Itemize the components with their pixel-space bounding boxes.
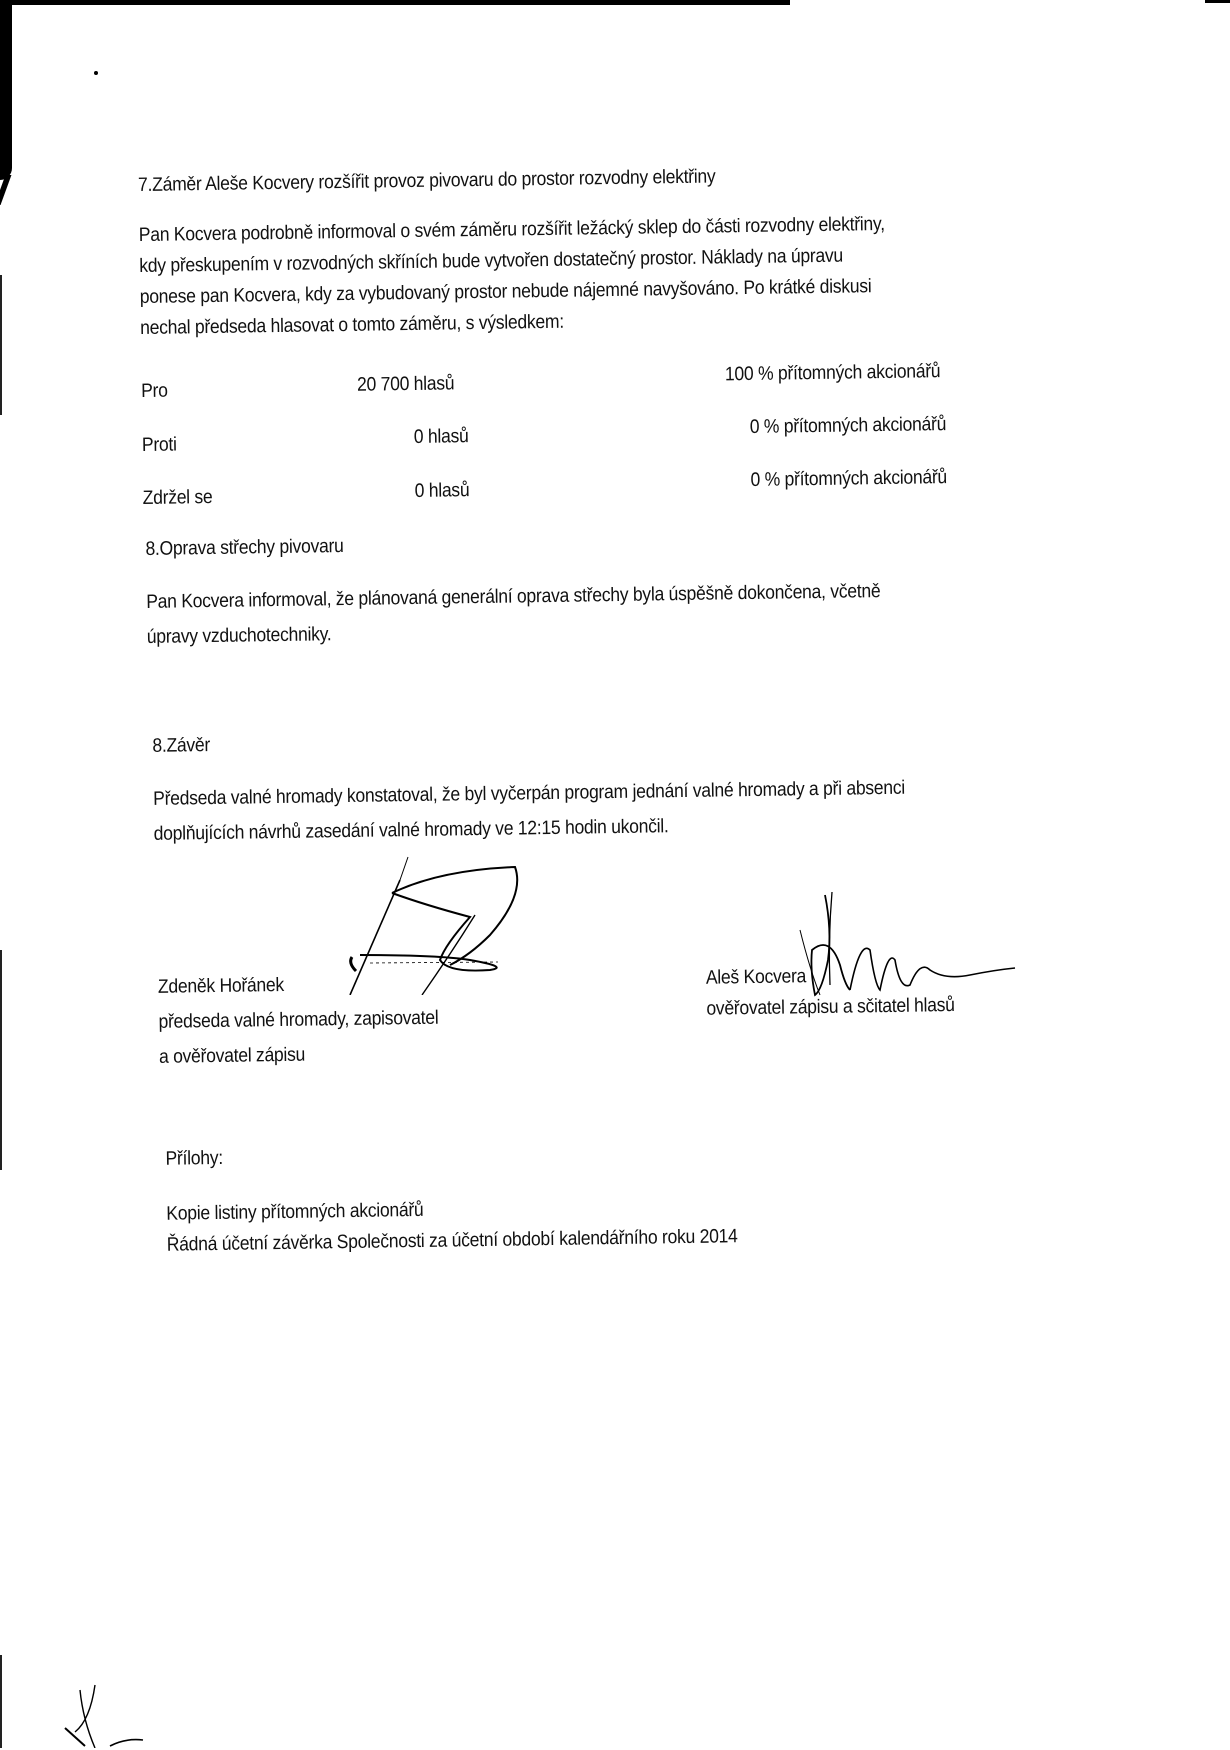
- attachment-item: Kopie listiny přítomných akcionářů: [166, 1198, 424, 1225]
- vote-count: 0 hlasů: [414, 479, 470, 502]
- section7-paragraph-line: ponese pan Kocvera, kdy za vybudovaný prostor nebude nájemné navyšováno. Po krátké diskusi: [139, 275, 872, 309]
- vote-percent: 0 % přítomných akcionářů: [749, 413, 947, 438]
- vote-percent: 100 % přítomných akcionářů: [724, 360, 941, 386]
- section8-conclusion-heading: 8.Závěr: [152, 734, 211, 757]
- scan-edge-mark: [0, 950, 2, 1170]
- section8-roof-paragraph-line: Pan Kocvera informoval, že plánovaná generální oprava střechy byla úspěšně dokončena, včetně: [146, 580, 881, 613]
- section8-roof-heading: 8.Oprava střechy pivovaru: [145, 535, 344, 560]
- signer-name: Aleš Kocvera: [705, 965, 807, 989]
- section7-paragraph-line: kdy přeskupením v rozvodných skříních bude vytvořen dostatečný prostor. Náklady na úpravu: [139, 244, 844, 278]
- vote-percent: 0 % přítomných akcionářů: [750, 466, 948, 491]
- signature-horanek: [330, 855, 530, 995]
- scan-edge-mark: [0, 1655, 2, 1748]
- section7-heading: 7.Záměr Aleše Kocvery rozšířit provoz pivovaru do prostor rozvodny elektřiny: [137, 165, 716, 197]
- attachments-heading: Přílohy:: [165, 1146, 224, 1170]
- signer-role-line: předseda valné hromady, zapisovatel: [158, 1006, 439, 1033]
- signature-kocvera: [770, 890, 1020, 1000]
- signer-role-line: ověřovatel zápisu a sčitatel hlasů: [706, 994, 955, 1020]
- vote-count: 0 hlasů: [413, 425, 469, 448]
- section8-roof-paragraph-line: úpravy vzduchotechniky.: [146, 623, 332, 648]
- vote-label: Zdržel se: [142, 485, 213, 509]
- vote-label: Proti: [141, 433, 177, 456]
- initials-mark: [55, 1680, 155, 1748]
- signer-role-line: a ověřovatel zápisu: [158, 1043, 306, 1068]
- vote-label: Pro: [140, 379, 168, 403]
- section8-conclusion-paragraph-line: doplňujících návrhů zasedání valné hromady ve 12:15 hodin ukončil.: [153, 815, 669, 845]
- signer-name: Zdeněk Hořánek: [157, 973, 285, 998]
- section8-conclusion-paragraph-line: Předseda valné hromady konstatoval, že byl vyčerpán program jednání valné hromady a při absenci: [153, 776, 906, 810]
- vote-count: 20 700 hlasů: [356, 372, 455, 396]
- section7-paragraph-line: Pan Kocvera podrobně informoval o svém záměru rozšířit ležácký sklep do části rozvodny elektřiny,: [138, 212, 885, 247]
- attachment-item: Řádná účetní závěrka Společnosti za účetní období kalendářního roku 2014: [166, 1225, 738, 1256]
- section7-paragraph-line: nechal předseda hlasovat o tomto záměru, s výsledkem:: [140, 310, 565, 340]
